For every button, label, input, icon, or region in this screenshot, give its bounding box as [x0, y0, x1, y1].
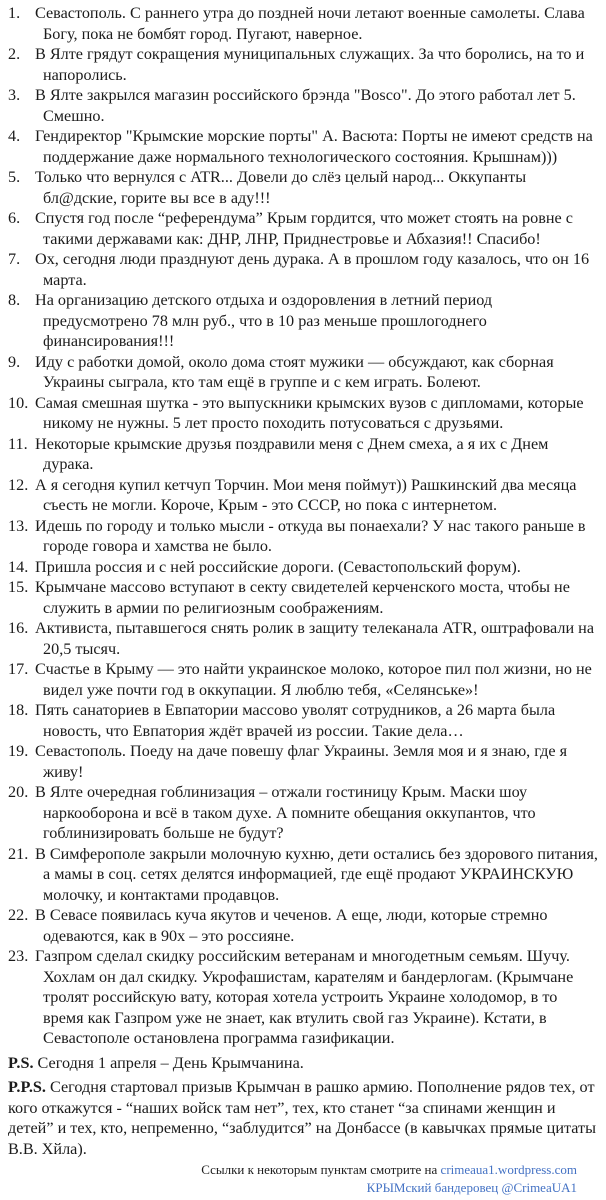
item-text: Самая смешная шутка - это выпускники крымских вузов с дипломами, которые никому не нужны. 5 лет просто походить потусоваться с друзьями.	[35, 393, 584, 432]
list-item	[8, 741, 599, 782]
ps-note	[8, 1053, 599, 1074]
item-number: 23.	[8, 947, 29, 965]
item-text: Активиста, пытавшегося снять ролик в защиту телеканала ATR, оштрафовали на 20,5 тысяч.	[35, 619, 595, 658]
footer	[8, 1161, 599, 1197]
item-text: Только что вернулся с ATR... Довели до слёз целый народ... Оккупанты бл@дские, горите вы все в аду!!!	[35, 168, 527, 207]
pps-note	[8, 1077, 599, 1159]
item-text: В Ялте очередная гоблинизация – отжали гостиницу Крым. Маски шоу наркооборона и всё в таком духе. А помните обещания оккупантов, что гоблинизировать больше не будут?	[35, 783, 536, 842]
item-number: 1.	[8, 4, 21, 22]
list-item	[8, 946, 599, 1049]
item-text: Иду с работки домой, около дома стоят мужики — обсуждают, как сборная Украины сыграла, кто там ещё в группе и с кем играть. Болеют.	[35, 352, 554, 391]
list-item	[8, 3, 599, 44]
item-text: В Ялте грядут сокращения муниципальных служащих. За что боролись, на то и напоролись.	[35, 45, 585, 84]
item-number: 4.	[8, 127, 21, 145]
item-text: Идешь по городу и только мысли - откуда вы понаехали? У нас такого раньше в городе говора и хамства не было.	[35, 516, 586, 555]
list-item	[8, 516, 599, 557]
item-number: 9.	[8, 352, 21, 371]
list-item	[8, 700, 599, 741]
item-text: А я сегодня купил кетчуп Торчин. Мои меня поймут)) Рашкинский два месяца съесть не могли. Короче, Крым - это СССР, но пока с интернетом.	[35, 475, 577, 514]
list-item	[8, 905, 599, 946]
footer-wordpress-link[interactable]: crimeaua1.wordpress.com	[440, 1162, 577, 1177]
item-number: 16.	[8, 619, 29, 637]
list-item	[8, 249, 599, 290]
list-item	[8, 844, 599, 906]
list-item	[8, 352, 599, 393]
item-text: В Симферополе закрыли молочную кухню, дети остались без здорового питания, а мамы в соц. сетях делятся информацией, где ещё продают УКРАИНСКУЮ молочку, и контактами продавцов.	[35, 844, 598, 904]
item-number: 11.	[8, 434, 28, 453]
item-number: 3.	[8, 86, 21, 104]
list-item	[8, 167, 599, 208]
list-item	[8, 85, 599, 126]
item-number: 7.	[8, 250, 21, 268]
item-number: 14.	[8, 557, 29, 576]
item-number: 18.	[8, 701, 29, 719]
item-number: 12.	[8, 475, 29, 494]
item-text: Пять санаториев в Евпатории массово уволят сотрудников, а 26 марта была новость, что Евпатория ждёт врачей из россии. Такие дела…	[35, 701, 556, 740]
list-item	[8, 475, 599, 516]
item-text: Гендиректор "Крымские морские порты" А. Васюта: Порты не имеют средств на поддержание даже нормального технологического состояния. Крышнам)))	[35, 127, 593, 166]
item-number: 20.	[8, 783, 29, 801]
item-number: 21.	[8, 844, 29, 863]
item-text: Счастье в Крыму — это найти украинское молоко, которое пил пол жизни, но не видел уже почти год в оккупации. Я люблю тебя, «Селянське»!	[35, 660, 592, 699]
ps-label: P.S.	[8, 1053, 34, 1072]
list-item	[8, 126, 599, 167]
item-number: 22.	[8, 906, 29, 924]
item-number: 13.	[8, 516, 29, 535]
item-text: Газпром сделал скидку российским ветеранам и многодетным семьям. Шучу. Хохлам он дал скидку. Укрофашистам, карателям и бандерлогам. (Крымчане тролят российскую вату, которая хотела устроить Украине холодомор, в то время как Газпром уже не знает, как втулить свой газ Украине). Кстати, в Севастополе остановлена программа газификации.	[35, 947, 574, 1047]
list-item	[8, 393, 599, 434]
list-item	[8, 434, 599, 475]
footer-line-links	[8, 1161, 577, 1179]
item-text: Некоторые крымские друзья поздравили меня с Днем смеха, а я их с Днем дурака.	[35, 434, 549, 473]
list-item	[8, 290, 599, 352]
item-number: 15.	[8, 578, 29, 596]
item-text: Пришла россия и с ней российские дороги. (Севастопольский форум).	[35, 557, 521, 576]
item-number: 17.	[8, 660, 29, 678]
footer-note-text: Ссылки к некоторым пунктам смотрите на	[201, 1162, 441, 1177]
item-number: 8.	[8, 291, 21, 309]
item-text: В Ялте закрылся магазин российского брэнда "Bosco". До этого работал лет 5. Смешно.	[35, 86, 576, 125]
item-text: Крымчане массово вступают в секту свидетелей керченского моста, чтобы не служить в армии по религиозным соображениям.	[35, 578, 570, 617]
item-text: Ох, сегодня люди празднуют день дурака. А в прошлом году казалось, что он 16 марта.	[35, 250, 590, 289]
ps-text: Сегодня 1 апреля – День Крымчанина.	[37, 1053, 304, 1072]
pps-text: Сегодня стартовал призыв Крымчан в рашко армию. Пополнение рядов тех, от кого откажутся - “наших войск там нет”, тех, кто станет “за спинами женщин и детей” и тех, кто, непременно, “заблудится” на Донбассе (в кавычках прямые цитаты В.В. Хйла).	[8, 1078, 596, 1158]
list-item	[8, 782, 599, 844]
item-number: 5.	[8, 168, 21, 186]
item-number: 6.	[8, 209, 21, 227]
footer-twitter-link[interactable]: КРЫМский бандеровец @CrimeaUA1	[366, 1180, 577, 1195]
list-item	[8, 618, 599, 659]
item-text: Севастополь. Поеду на даче повешу флаг Украины. Земля моя и я знаю, где я живу!	[35, 742, 568, 781]
numbered-list	[8, 3, 599, 1049]
list-item	[8, 577, 599, 618]
item-text: На организацию детского отдыха и оздоровления в летний период предусмотрено 78 млн руб., что в 10 раз меньше прошлогоднего финансирования!!!	[35, 291, 493, 350]
item-number: 19.	[8, 742, 29, 760]
list-item	[8, 557, 599, 578]
item-text: Севастополь. С раннего утра до поздней ночи летают военные самолеты. Слава Богу, пока не бомбят город. Пугают, наверное.	[35, 4, 585, 43]
item-number: 2.	[8, 45, 21, 63]
list-item	[8, 659, 599, 700]
item-text: Спустя год после “референдума” Крым гордится, что может стоять на ровне с такими державами как: ДНР, ЛНР, Приднестровье и Абхазия!! Спасибо!	[35, 209, 573, 248]
list-item	[8, 44, 599, 85]
pps-label: P.P.S.	[8, 1078, 46, 1096]
item-number: 10.	[8, 393, 29, 412]
footer-line-author	[8, 1179, 577, 1197]
item-text: В Севасе появилась куча якутов и чеченов. А еще, люди, которые стремно одеваются, как в 90х – это россияне.	[35, 906, 548, 945]
list-item	[8, 208, 599, 249]
